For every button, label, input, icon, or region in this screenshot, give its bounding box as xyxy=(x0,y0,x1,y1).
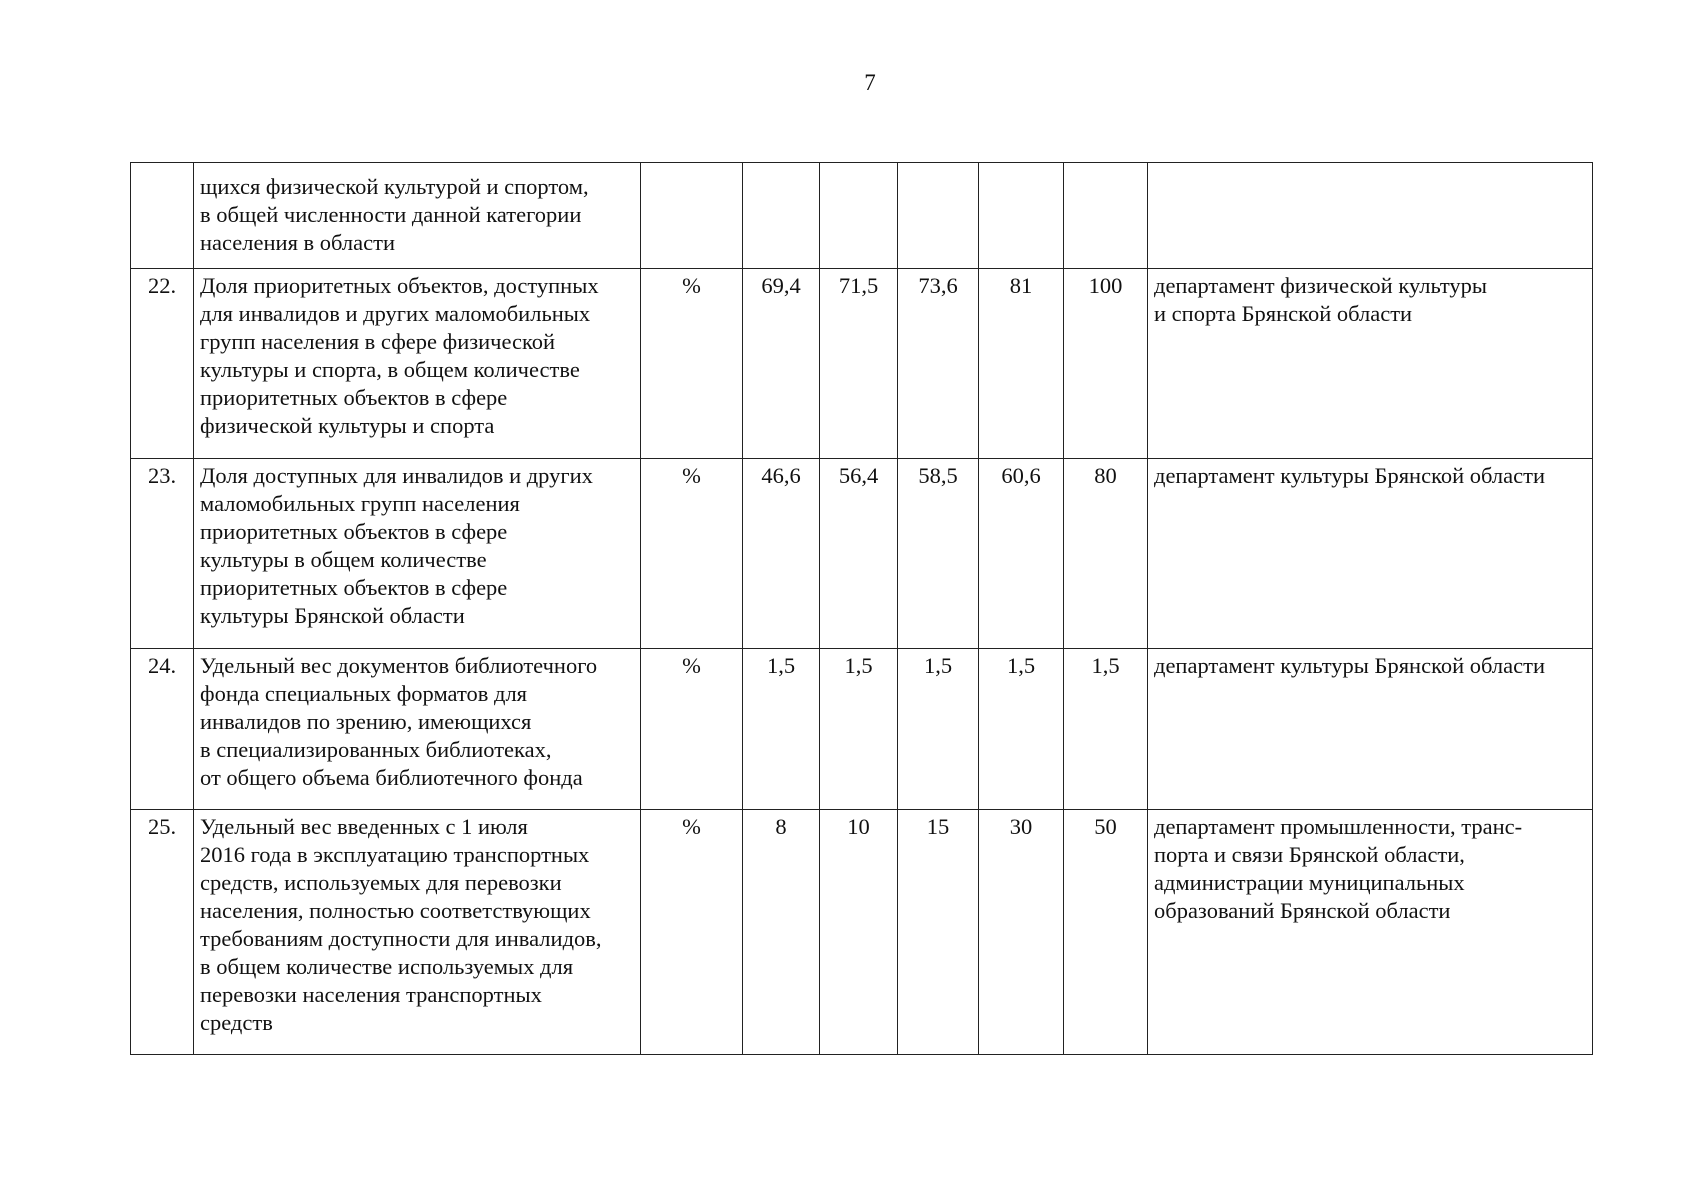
cell-value: 8 xyxy=(743,810,820,1055)
cell-num xyxy=(131,163,194,269)
cell-value: 69,4 xyxy=(743,269,820,459)
cell-value: 60,6 xyxy=(979,459,1064,649)
cell-value: 46,6 xyxy=(743,459,820,649)
cell-value: 71,5 xyxy=(820,269,898,459)
cell-unit: % xyxy=(641,459,743,649)
cell-value: 56,4 xyxy=(820,459,898,649)
cell-indicator-name: Доля приоритетных объектов, доступных для инвалидов и других маломобильных групп населения в сфере физической культуры и спорта, в общем количестве приоритетных объектов в сфере физической культуры и спорта xyxy=(194,269,641,459)
cell-num: 25. xyxy=(131,810,194,1055)
cell-num: 22. xyxy=(131,269,194,459)
cell-indicator-name: Доля доступных для инвалидов и других маломобильных групп населения приоритетных объектов в сфере культуры в общем количестве приоритетных объектов в сфере культуры Брянской области xyxy=(194,459,641,649)
table-row xyxy=(131,810,1593,1055)
cell-responsible: департамент культуры Брянской области xyxy=(1148,649,1593,810)
cell-value: 15 xyxy=(898,810,979,1055)
cell-unit xyxy=(641,163,743,269)
cell-value xyxy=(979,163,1064,269)
cell-value xyxy=(820,163,898,269)
cell-value: 50 xyxy=(1064,810,1148,1055)
cell-responsible: департамент культуры Брянской области xyxy=(1148,459,1593,649)
cell-value: 81 xyxy=(979,269,1064,459)
cell-num: 24. xyxy=(131,649,194,810)
indicators-table xyxy=(130,162,1593,1055)
cell-value: 58,5 xyxy=(898,459,979,649)
cell-value: 1,5 xyxy=(979,649,1064,810)
cell-responsible: департамент физической культуры и спорта Брянской области xyxy=(1148,269,1593,459)
table-row xyxy=(131,459,1593,649)
page-number: 7 xyxy=(864,70,876,95)
cell-num: 23. xyxy=(131,459,194,649)
cell-value: 80 xyxy=(1064,459,1148,649)
cell-value: 73,6 xyxy=(898,269,979,459)
cell-value xyxy=(1064,163,1148,269)
cell-responsible xyxy=(1148,163,1593,269)
cell-indicator-name: Удельный вес введенных с 1 июля 2016 года в эксплуатацию транспортных средств, используемых для перевозки населения, полностью соответствующих требованиям доступности для инвалидов, в общем количестве используемых для перевозки населения транспортных средств xyxy=(194,810,641,1055)
cell-value: 10 xyxy=(820,810,898,1055)
cell-value: 1,5 xyxy=(1064,649,1148,810)
cell-indicator-name: щихся физической культурой и спортом, в общей численности данной категории населения в области xyxy=(194,163,641,269)
cell-value: 1,5 xyxy=(898,649,979,810)
cell-value: 1,5 xyxy=(743,649,820,810)
cell-value: 1,5 xyxy=(820,649,898,810)
cell-indicator-name: Удельный вес документов библиотечного фонда специальных форматов для инвалидов по зрению, имеющихся в специализированных библиотеках, от общего объема библиотечного фонда xyxy=(194,649,641,810)
cell-responsible: департамент промышленности, транс- порта и связи Брянской области, администрации муниципальных образований Брянской области xyxy=(1148,810,1593,1055)
table-row-continuation xyxy=(131,163,1593,269)
table-row xyxy=(131,269,1593,459)
cell-unit: % xyxy=(641,649,743,810)
cell-value: 100 xyxy=(1064,269,1148,459)
cell-value: 30 xyxy=(979,810,1064,1055)
table-row xyxy=(131,649,1593,810)
cell-unit: % xyxy=(641,810,743,1055)
cell-unit: % xyxy=(641,269,743,459)
cell-value xyxy=(898,163,979,269)
cell-value xyxy=(743,163,820,269)
